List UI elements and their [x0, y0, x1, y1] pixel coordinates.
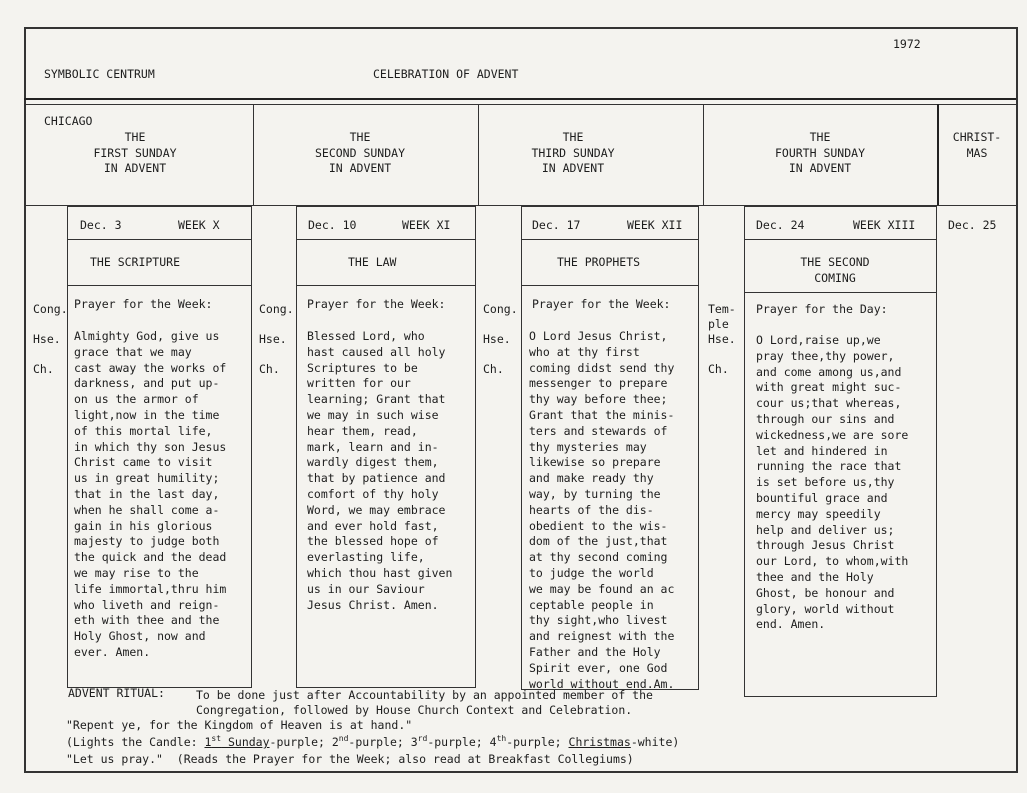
candle-fourth-sup: th [496, 734, 507, 744]
prayer-title-4: Prayer for the Day: [756, 302, 888, 316]
heading-week-1: THE FIRST SUNDAY IN ADVENT [93, 130, 177, 175]
candle-purple-2: -purple; [348, 735, 411, 749]
col-divider-2 [478, 104, 479, 206]
candle-purple-4: -purple; [506, 735, 569, 749]
side-label-3: Cong. Hse. Ch. [483, 302, 518, 376]
page-title: CELEBRATION OF ADVENT [373, 67, 519, 81]
date-week-4: Dec. 24 [756, 218, 805, 232]
prayer-text-3: O Lord Jesus Christ, who at thy first coming didst send thy messenger to prepare thy way before thee; Grant that the minis- ters and stewards of thy mysteries may likewise so prepare and make ready thy way, by turning the hearts of the dis- obedient to the wis- dom of the just,that at thy second coming to judge the world we may be found an ac ceptable people in thy sight,who livest and reignest with the Father and the Holy Spirit ever, one God world without end.Am. [529, 329, 675, 691]
box-4-rule-1 [744, 239, 937, 240]
ritual-label: ADVENT RITUAL: [68, 686, 165, 700]
theme-week-4: THE SECOND COMING [800, 255, 870, 285]
candle-white: -white) [630, 735, 680, 749]
heading-week-4: THE FOURTH SUNDAY IN ADVENT [774, 130, 865, 175]
col-divider-3 [703, 104, 704, 206]
candle-second-sup: nd [338, 734, 349, 744]
theme-week-1: THE SCRIPTURE [90, 255, 181, 269]
box-1-rule-1 [67, 239, 251, 240]
org-line-1: SYMBOLIC CENTRUM [44, 67, 155, 81]
org-name [44, 36, 155, 145]
ritual-candle-line [66, 735, 679, 751]
candle-second: 2 [331, 735, 339, 749]
candle-first-rest: Sunday [221, 735, 270, 749]
side-label-4: Tem- ple Hse. Ch. [708, 302, 736, 376]
prayer-text-2: Blessed Lord, who hast caused all holy Scriptures to be written for our learning; Grant that we may in such wise hear them, read, mark, learn and in- wardly digest them, that by patience and comfort of thy holy Word, we may embrace and ever hold fast, the blessed hope of everlasting life, which thou hast given us in our Saviour Jesus Christ. Amen. [307, 329, 453, 612]
week-label-3: WEEK XII [627, 218, 683, 232]
candle-first-sup: st [211, 734, 222, 744]
prayer-title-1: Prayer for the Week: [74, 297, 213, 311]
theme-week-3: THE PROPHETS [557, 255, 641, 269]
ritual-line-2: Congregation, followed by House Church Context and Celebration. [196, 703, 633, 717]
candle-first-num: 1 [204, 735, 212, 749]
ritual-line-1: To be done just after Accountability by an appointed member of the [196, 688, 653, 702]
candle-purple-1: -purple; [269, 735, 332, 749]
ritual-line-5: "Let us pray." (Reads the Prayer for the Week; also read at Breakfast Collegiums) [66, 752, 634, 766]
week-label-4: WEEK XIII [853, 218, 916, 232]
side-label-2: Cong. Hse. Ch. [259, 302, 294, 376]
box-4-rule-2 [744, 292, 937, 293]
candle-christmas: Christmas [568, 735, 631, 749]
prayer-text-4: O Lord,raise up,we pray thee,thy power, and come among us,and with great might suc- cour us;that whereas, through our sins and wickedness,we are sore let and hindered in running the race that is set before us,thy bountiful grace and mercy may speedily help and deliver us; through Jesus Christ our Lord, to whom,with thee and the Holy Ghost, be honour and glory, world without end. Amen. [756, 333, 909, 632]
box-3-rule-2 [521, 285, 698, 286]
candle-purple-3: -purple; [427, 735, 490, 749]
candle-first [204, 735, 269, 749]
date-christmas: Dec. 25 [948, 218, 997, 232]
candle-third: 3 [410, 735, 418, 749]
date-week-1: Dec. 3 [80, 218, 122, 232]
week-label-1: WEEK X [178, 218, 220, 232]
candle-fourth: 4 [489, 735, 497, 749]
prayer-title-2: Prayer for the Week: [307, 297, 446, 311]
heading-christmas: CHRIST- MAS [952, 130, 1002, 160]
week-label-2: WEEK XI [402, 218, 451, 232]
box-2-rule-2 [296, 285, 475, 286]
col-divider-1 [253, 104, 254, 206]
candle-third-sup: rd [417, 734, 428, 744]
side-label-1: Cong. Hse. Ch. [33, 302, 68, 376]
year: 1972 [893, 37, 921, 51]
header-divider-2 [24, 104, 1016, 105]
date-week-3: Dec. 17 [532, 218, 581, 232]
prayer-title-3: Prayer for the Week: [532, 297, 671, 311]
box-2-rule-1 [296, 239, 475, 240]
candle-open: (Lights the Candle: [66, 735, 205, 749]
org-line-2: CHICAGO [44, 113, 93, 128]
theme-week-2: THE LAW [348, 255, 397, 269]
heading-week-2: THE SECOND SUNDAY IN ADVENT [314, 130, 405, 175]
box-1-rule-2 [67, 285, 251, 286]
heading-week-3: THE THIRD SUNDAY IN ADVENT [531, 130, 615, 175]
box-3-rule-1 [521, 239, 698, 240]
date-week-2: Dec. 10 [308, 218, 357, 232]
col-divider-4 [937, 104, 939, 206]
prayer-text-1: Almighty God, give us grace that we may cast away the works of darkness, and put up- on us the armor of light,now in the time of this mortal life, in which thy son Jesus Christ came to visit us in great humility; that in the last day, when he shall come a- gain in his glorious majesty to judge both the quick and the dead we may rise to the life immortal,thru him who liveth and reign- eth with thee and the Holy Ghost, now and ever. Amen. [74, 329, 227, 659]
ritual-line-3: "Repent ye, for the Kingdom of Heaven is at hand." [66, 718, 413, 732]
header-divider [24, 98, 1016, 100]
